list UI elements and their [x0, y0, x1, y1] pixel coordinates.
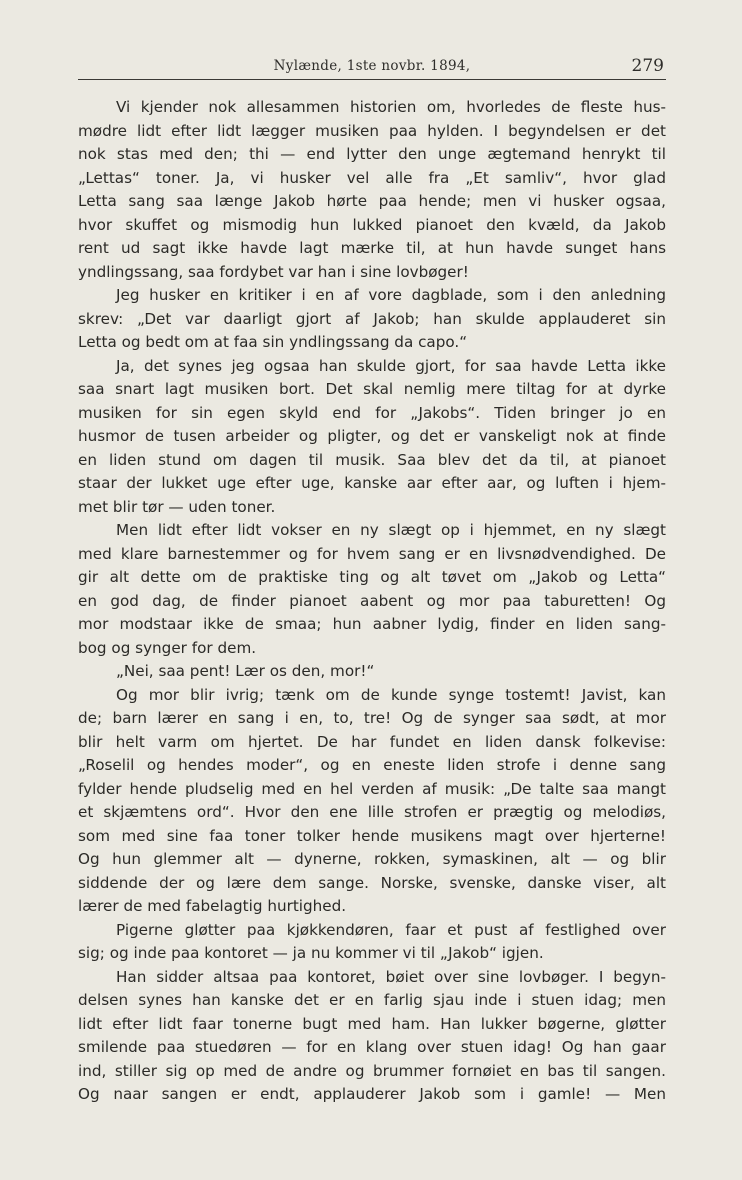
text-line: Ja, det synes jeg ogsaa han skulde gjort, for saa havde Letta ikke	[116, 356, 666, 375]
text-line: saa snart lagt musiken bort. Det skal nemlig mere tiltag for at dyrke	[78, 380, 666, 398]
text-line: „Roselil og hendes moder“, og en eneste liden strofe i denne sang	[78, 756, 666, 774]
text-line: skrev: „Det var daarligt gjort af Jakob; han skulde applauderet sin	[78, 309, 666, 328]
text-line: mødre lidt efter lidt lægger musiken paa hylden. I begyndelsen er det	[78, 121, 666, 140]
text-line: fylder hende pludselig med en hel verden af musik: „De talte saa mangt	[78, 779, 666, 798]
text-line: sig; og inde paa kontoret — ja nu kommer vi til „Jakob“ igjen.	[78, 944, 544, 962]
page-number: 279	[631, 56, 664, 76]
text-line: en liden stund om dagen til musik. Saa blev det da til, at pianoet	[78, 450, 666, 469]
text-line: staar der lukket uge efter uge, kanske aar efter aar, og luften i hjem-	[78, 474, 666, 492]
text-line: Og hun glemmer alt — dynerne, rokken, symaskinen, alt — og blir	[78, 850, 666, 868]
text-line: blir helt varm om hjertet. De har fundet en liden dansk folkevise:	[78, 732, 666, 751]
text-line: Og mor blir ivrig; tænk om de kunde synge tostemt! Javist, kan	[116, 685, 666, 704]
text-line: Letta sang saa længe Jakob hørte paa hende; men vi husker ogsaa,	[78, 192, 666, 210]
text-line: siddende der og lære dem sange. Norske, svenske, danske viser, alt	[78, 873, 666, 892]
text-line: ind, stiller sig op med de andre og brummer fornøiet en bas til sangen.	[78, 1061, 666, 1080]
text-line: bog og synger for dem.	[78, 638, 257, 657]
running-head: Nylænde, 1ste novbr. 1894,	[273, 58, 471, 74]
text-line: met blir tør — uden toner.	[78, 497, 276, 516]
text-line: „Nei, saa pent! Lær os den, mor!“	[116, 662, 375, 680]
text-line: musiken for sin egen skyld end for „Jakobs“. Tiden bringer jo en	[78, 403, 666, 422]
text-line: Vi kjender nok allesammen historien om, hvorledes de fleste hus-	[116, 98, 666, 116]
body-text	[78, 96, 666, 1107]
text-line: smilende paa stuedøren — for en klang over stuen idag! Og han gaar	[78, 1038, 666, 1056]
text-line: de; barn lærer en sang i en, to, tre! Og de synger saa sødt, at mor	[78, 709, 666, 727]
text-line: lidt efter lidt faar tonerne bugt med ham. Han lukker bøgerne, gløtter	[78, 1014, 666, 1033]
text-line: hvor skuffet og mismodig hun lukked pianoet den kvæld, da Jakob	[78, 215, 666, 234]
header-rule	[78, 79, 666, 80]
text-line: Letta og bedt om at faa sin yndlingssang da capo.“	[78, 333, 468, 351]
text-line: rent ud sagt ikke havde lagt mærke til, at hun havde sunget hans	[78, 239, 666, 257]
text-line: Men lidt efter lidt vokser en ny slægt op i hjemmet, en ny slægt	[116, 521, 666, 539]
text-line: delsen synes han kanske det er en farlig sjau inde i stuen idag; men	[78, 991, 666, 1009]
text-line: yndlingssang, saa fordybet var han i sine lovbøger!	[78, 262, 469, 281]
text-line: nok stas med den; thi — end lytter den unge ægtemand henrykt til	[78, 145, 666, 163]
text-line: Han sidder altsaa paa kontoret, bøiet over sine lovbøger. I begyn-	[116, 967, 666, 986]
text-line: mor modstaar ikke de smaa; hun aabner lydig, finder en liden sang-	[78, 615, 666, 633]
text-line: med klare barnestemmer og for hvem sang er en livsnødvendighed. De	[78, 544, 666, 563]
text-line: gir alt dette om de praktiske ting og alt tøvet om „Jakob og Letta“	[78, 568, 666, 586]
text-line: som med sine faa toner tolker hende musikens magt over hjerterne!	[78, 826, 666, 845]
text-line: „Lettas“ toner. Ja, vi husker vel alle fra „Et samliv“, hvor glad	[78, 168, 666, 187]
text-line: et skjæmtens ord“. Hvor den ene lille strofen er prægtig og melodiøs,	[78, 803, 666, 821]
text-line: Pigerne gløtter paa kjøkkendøren, faar et pust af festlighed over	[116, 920, 666, 939]
text-line: en god dag, de finder pianoet aabent og mor paa taburetten! Og	[78, 591, 666, 610]
text-line: Og naar sangen er endt, applauderer Jakob som i gamle! — Men	[78, 1085, 666, 1103]
text-line: lærer de med fabelagtig hurtighed.	[78, 897, 347, 915]
text-line: Jeg husker en kritiker i en af vore dagblade, som i den anledning	[116, 286, 666, 304]
text-line: husmor de tusen arbeider og pligter, og det er vanskeligt nok at finde	[78, 427, 666, 445]
page-header	[78, 56, 666, 80]
